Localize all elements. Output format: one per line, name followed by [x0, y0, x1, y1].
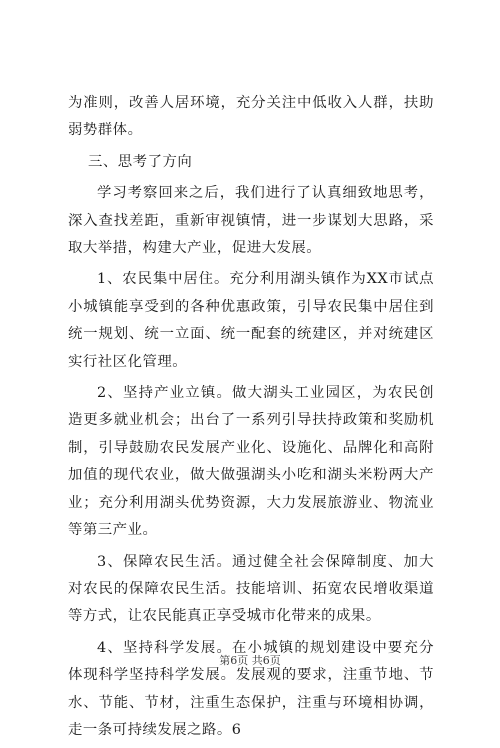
paragraph-continuation: 为准则，改善人居环境，充分关注中低收入人群，扶助弱势群体。: [68, 95, 434, 139]
paragraph-intro: 学习考察回来之后，我们进行了认真细致地思考，深入查找差距，重新审视镇情，进一步谋划大思路，采取大举措，构建大产业，促进大发展。: [68, 185, 434, 257]
paragraph-item-3: 3、保障农民生活。通过健全社会保障制度、加大对农民的保障农民生活。技能培训、拓宽农民增收渠道等方式，让农民能真正享受城市化带来的成果。: [68, 553, 434, 625]
paragraph-item-1: 1、农民集中居住。充分利用湖头镇作为XX市试点小城镇能享受到的各种优惠政策，引导农民集中居住到统一规划、统一立面、统一配套的统建区，并对统建区实行社区化管理。: [68, 271, 434, 370]
paragraph-item-4: 4、坚持科学发展。在小城镇的规划建设中要充分体现科学坚持科学发展。发展观的要求，注重节地、节水、节能、节材，注重生态保护，注重与环境相协调，走一条可持续发展之路。6: [68, 639, 434, 738]
page-number: 第6页 共6页: [219, 654, 281, 667]
page-footer: [0, 652, 500, 668]
section-heading: 三、思考了方向: [88, 153, 193, 170]
paragraph-item-2: 2、坚持产业立镇。做大湖头工业园区，为农民创造更多就业机会；出台了一系列引导扶持政策和奖励机制，引导鼓励农民发展产业化、设施化、品牌化和高附加值的现代农业，做大做强湖头小吃和湖头米粉两大产业；充分利用湖头优势资源，大力发展旅游业、物流业等第三产业。: [68, 385, 434, 539]
document-body: [68, 90, 434, 748]
